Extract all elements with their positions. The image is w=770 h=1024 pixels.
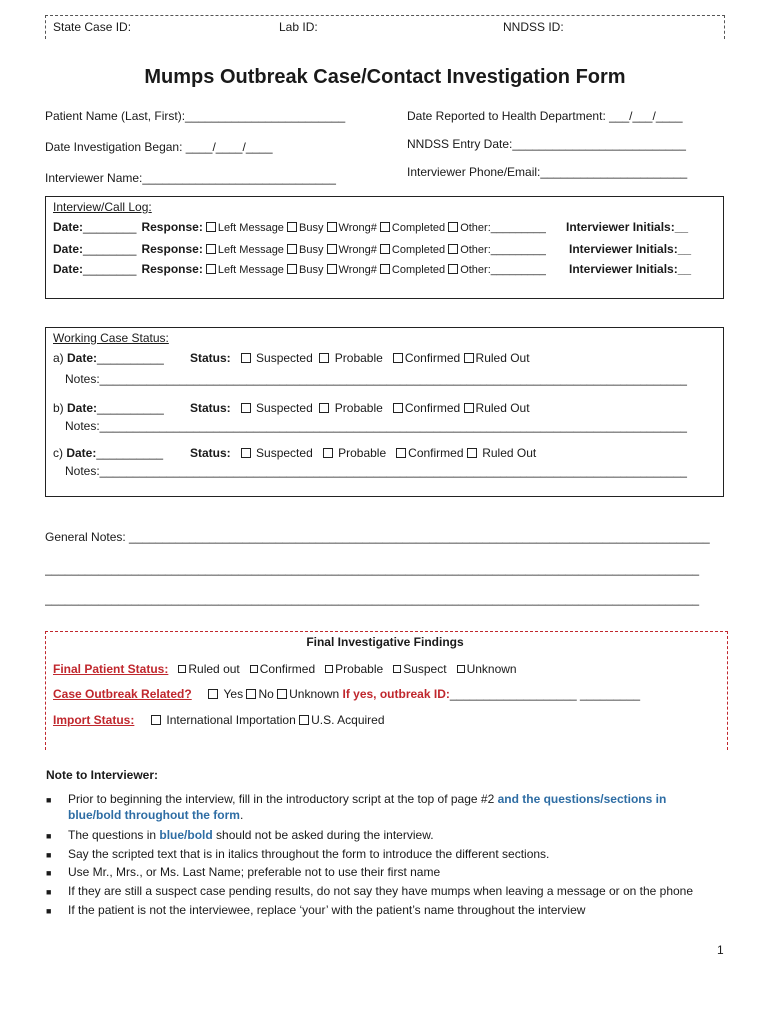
note-item-6: If the patient is not the interviewee, replace ‘your’ with the patient’s name throughout the interview [68,903,586,917]
page-number: 1 [717,943,724,957]
checkbox[interactable] [393,353,403,363]
general-notes-line[interactable]: __________________________________________________________________________________________________ [45,592,700,606]
opt-unknown: Unknown [289,687,340,701]
status-label: Status: [190,401,231,415]
checkbox[interactable] [299,715,309,725]
checkbox[interactable] [241,353,251,363]
opt-left-message: Left Message [217,264,284,276]
notes-field-c[interactable]: Notes:________________________________________________________________________________________ [65,464,687,478]
opt-suspect: Suspect [403,662,447,676]
nndss-entry-field[interactable]: NNDSS Entry Date:__________________________ [407,137,686,151]
opt-completed: Completed [391,264,446,276]
outbreak-id-field[interactable]: ___________________ _________ [449,687,641,701]
status-date-label: Date: [66,446,97,460]
checkbox[interactable] [327,222,337,232]
import-status-label: Import Status: [53,713,135,727]
interviewer-phone-field[interactable]: Interviewer Phone/Email:______________________ [407,165,688,179]
log-date-blank[interactable]: ________ [83,262,137,276]
opt-confirmed: Confirmed [408,446,464,460]
opt-confirmed: Confirmed [404,351,461,365]
header-id-box [45,15,725,39]
status-row-c [53,446,163,460]
checkbox[interactable] [250,665,258,673]
checkbox[interactable] [448,264,458,274]
date-investigation-field[interactable]: Date Investigation Began: ____/____/____ [45,140,273,154]
bullet-icon: ■ [46,906,52,916]
patient-name-field[interactable]: Patient Name (Last, First):________________________ [45,109,346,123]
checkbox[interactable] [327,264,337,274]
log-initials[interactable]: Interviewer Initials:__ [566,220,689,234]
opt-probable: Probable [338,446,387,460]
checkbox[interactable] [319,353,329,363]
opt-wrong: Wrong# [338,264,377,276]
note-title: Note to Interviewer: [46,768,159,782]
bullet-icon: ■ [46,850,52,860]
note-item-2: The questions in blue/bold should not be asked during the interview. [68,828,434,842]
checkbox[interactable] [287,244,297,254]
status-date-blank[interactable]: __________ [97,351,164,365]
import-status-row [53,713,385,727]
log-date-label: Date: [53,220,84,234]
opt-probable: Probable [334,351,383,365]
opt-ruled-out: Ruled Out [475,401,530,415]
opt-confirmed: Confirmed [404,401,461,415]
log-initials[interactable]: Interviewer Initials:__ [569,262,692,276]
opt-suspected: Suspected [256,446,313,460]
opt-left-message: Left Message [217,244,284,256]
status-date-blank[interactable]: __________ [96,446,164,460]
checkbox[interactable] [464,353,474,363]
log-date-label: Date: [53,242,84,256]
opt-busy: Busy [299,222,324,234]
opt-other: Other:_________ [460,264,546,276]
row-letter: c) [53,446,63,460]
opt-suspected: Suspected [256,401,313,415]
checkbox[interactable] [241,448,251,458]
note-item-1: Prior to beginning the interview, fill in the introductory script at the top of page #2 and the questions/sections in [68,792,667,806]
final-findings-title: Final Investigative Findings [306,635,464,649]
opt-no: No [258,687,274,701]
checkbox[interactable] [393,665,401,673]
checkbox[interactable] [277,689,287,699]
opt-busy: Busy [299,264,324,276]
interview-log-row [53,262,546,276]
opt-ruled-out: Ruled Out [475,351,530,365]
opt-ruled-out: Ruled Out [482,446,537,460]
log-response-label: Response: [141,262,203,276]
checkbox[interactable] [380,264,390,274]
notes-field-b[interactable]: Notes:________________________________________________________________________________________ [65,419,687,433]
checkbox[interactable] [464,403,474,413]
status-date-label: Date: [67,351,98,365]
checkbox[interactable] [208,689,218,699]
checkbox[interactable] [287,264,297,274]
opt-international: International Importation [166,713,296,727]
general-notes-field[interactable]: General Notes: _______________________________________________________________________________________ [45,530,710,544]
status-options-c [190,446,536,460]
checkbox[interactable] [287,222,297,232]
page-title: Mumps Outbreak Case/Contact Investigation Form [144,66,626,88]
final-patient-status-label: Final Patient Status: [53,662,169,676]
status-options-a [190,351,530,365]
nndss-id-label: NNDSS ID: [503,20,564,34]
log-response-label: Response: [141,220,203,234]
opt-other: Other:_________ [460,222,546,234]
opt-left-message: Left Message [217,222,284,234]
checkbox[interactable] [393,403,403,413]
opt-completed: Completed [391,244,446,256]
working-status-title: Working Case Status: [53,331,169,345]
checkbox[interactable] [206,264,216,274]
opt-suspected: Suspected [256,351,313,365]
opt-other: Other:_________ [460,244,546,256]
lab-id-label: Lab ID: [279,20,318,34]
outbreak-related-label: Case Outbreak Related? [53,687,192,701]
final-patient-status-row [53,662,517,676]
general-notes-line[interactable]: __________________________________________________________________________________________________ [45,562,700,576]
date-reported-field[interactable]: Date Reported to Health Department: ___/___/____ [407,109,683,123]
log-date-blank[interactable]: ________ [83,242,137,256]
log-date-blank[interactable]: ________ [83,220,137,234]
log-response-label: Response: [141,242,203,256]
bullet-icon: ■ [46,887,52,897]
checkbox[interactable] [323,448,333,458]
opt-yes: Yes [223,687,244,701]
opt-wrong: Wrong# [338,222,377,234]
checkbox[interactable] [246,689,256,699]
note-item-1-cont: blue/bold throughout the form. [68,808,244,822]
opt-completed: Completed [391,222,446,234]
opt-wrong: Wrong# [338,244,377,256]
outbreak-id-label: If yes, outbreak ID: [342,687,450,701]
checkbox[interactable] [327,244,337,254]
bullet-icon: ■ [46,831,52,841]
checkbox[interactable] [206,244,216,254]
checkbox[interactable] [319,403,329,413]
checkbox[interactable] [206,222,216,232]
status-date-label: Date: [67,401,98,415]
interview-log-row [53,242,546,256]
bullet-icon: ■ [46,868,52,878]
checkbox[interactable] [448,222,458,232]
row-letter: a) [53,351,64,365]
log-initials[interactable]: Interviewer Initials:__ [569,242,692,256]
checkbox[interactable] [178,665,186,673]
bullet-icon: ■ [46,795,52,805]
interviewer-name-field[interactable]: Interviewer Name:_____________________________ [45,171,336,185]
status-date-blank[interactable]: __________ [97,401,164,415]
checkbox[interactable] [380,244,390,254]
status-label: Status: [190,446,231,460]
note-item-3: Say the scripted text that is in italics throughout the form to introduce the different sections. [68,847,550,861]
opt-us-acquired: U.S. Acquired [311,713,385,727]
opt-busy: Busy [299,244,324,256]
checkbox[interactable] [151,715,161,725]
interview-log-title: Interview/Call Log: [53,200,152,214]
opt-probable: Probable [334,401,383,415]
state-case-id-label: State Case ID: [53,20,132,34]
opt-ruled-out: Ruled out [188,662,240,676]
status-row-b [53,401,164,415]
checkbox[interactable] [325,665,333,673]
outbreak-related-row [53,687,640,701]
opt-confirmed: Confirmed [259,662,316,676]
opt-unknown: Unknown [466,662,517,676]
status-options-b [190,401,530,415]
checkbox[interactable] [448,244,458,254]
note-item-5: If they are still a suspect case pending results, do not say they have mumps when leaving a message or on the phone [68,884,694,898]
checkbox[interactable] [396,448,406,458]
opt-probable: Probable [335,662,384,676]
log-date-label: Date: [53,262,84,276]
checkbox[interactable] [457,665,465,673]
interview-log-row [53,220,546,234]
checkbox[interactable] [467,448,477,458]
checkbox[interactable] [380,222,390,232]
notes-field-a[interactable]: Notes:________________________________________________________________________________________ [65,372,687,386]
note-item-4: Use Mr., Mrs., or Ms. Last Name; preferable not to use their first name [68,865,441,879]
status-row-a [53,351,164,365]
status-label: Status: [190,351,231,365]
row-letter: b) [53,401,64,415]
checkbox[interactable] [241,403,251,413]
